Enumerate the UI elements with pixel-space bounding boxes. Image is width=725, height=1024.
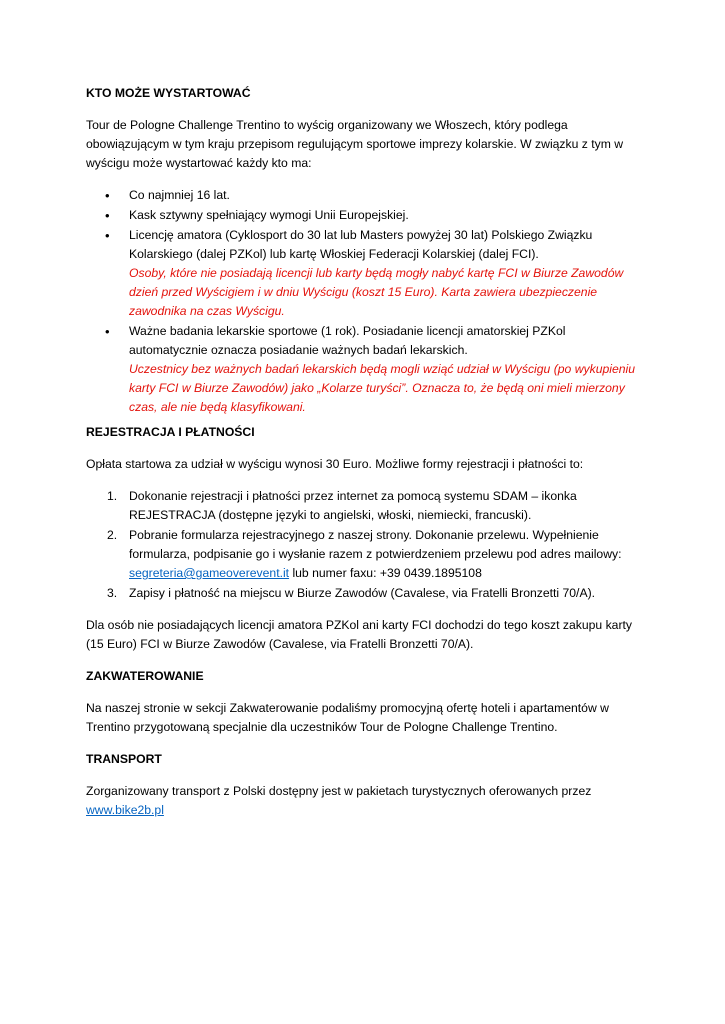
bullet-icon: • [105, 188, 110, 203]
list-item-text: Zapisy i płatność na miejscu w Biurze Zawodów (Cavalese, via Fratelli Bronzetti 70/A). [129, 586, 596, 600]
registration-options-list [86, 487, 641, 603]
email-link[interactable]: segreteria@gameoverevent.it [129, 566, 290, 580]
requirements-list [86, 186, 641, 417]
document-page [86, 84, 641, 833]
list-number: 2. [107, 528, 118, 542]
list-number: 1. [107, 489, 118, 503]
list-number: 3. [107, 586, 118, 600]
list-item-text: Pobranie formularza rejestracyjnego z naszej strony. Dokonanie przelewu. Wypełnienie formularza, podpisanie go i wysłanie razem z potwierdzeniem przelewu pod adres mailowy: [129, 528, 622, 561]
list-item [86, 206, 641, 225]
list-item-note: Uczestnicy bez ważnych badań lekarskich będą mogli wziąć udział w Wyścigu (po wykupieniu karty FCI w Biurze Zawodów) jako „Kolarze turyści”. Oznacza to, że będą oni mieli mierzony czas, ale nie będą klasyfikowani. [129, 362, 636, 414]
list-item [86, 526, 641, 583]
section-heading-registration: REJESTRACJA I PŁATNOŚCI [86, 425, 255, 439]
list-item [86, 322, 641, 417]
bullet-icon: • [105, 324, 110, 339]
section-heading-who-can-start: KTO MOŻE WYSTARTOWAĆ [86, 86, 251, 100]
intro-paragraph: Tour de Pologne Challenge Trentino to wyścig organizowany we Włoszech, który podlega obowiązującym w tym kraju przepisom regulującym sportowe imprezy kolarskie. W związku z tym w wyścigu może wystartować każdy kto ma: [86, 118, 624, 170]
license-cost-paragraph: Dla osób nie posiadających licencji amatora PZKol ani karty FCI dochodzi do tego koszt zakupu karty (15 Euro) FCI w Biurze Zawodów (Cavalese, via Fratelli Bronzetti 70/A). [86, 618, 633, 651]
list-item-note: Osoby, które nie posiadają licencji lub karty będą mogły nabyć kartę FCI w Biurze Zawodów dzień przed Wyścigiem i w dniu Wyścigu (koszt 15 Euro). Karta zawiera ubezpieczenie zawodnika na czas Wyścigu. [129, 266, 624, 318]
section-heading-accommodation: ZAKWATEROWANIE [86, 669, 204, 683]
list-item-text: Kask sztywny spełniający wymogi Unii Europejskiej. [129, 208, 409, 222]
bullet-icon: • [105, 208, 110, 223]
list-item [86, 186, 641, 205]
transport-paragraph [86, 782, 641, 820]
list-item-text: Co najmniej 16 lat. [129, 188, 230, 202]
section-heading-transport: TRANSPORT [86, 752, 162, 766]
accommodation-paragraph: Na naszej stronie w sekcji Zakwaterowanie podaliśmy promocyjną ofertę hoteli i apartamentów w Trentino przygotowaną specjalnie dla uczestników Tour de Pologne Challenge Trentino. [86, 701, 609, 734]
transport-text: Zorganizowany transport z Polski dostępny jest w pakietach turystycznych oferowanych przez [86, 784, 592, 798]
list-item-text: Ważne badania lekarskie sportowe (1 rok). Posiadanie licencji amatorskiej PZKol automatycznie oznacza posiadanie ważnych badań lekarskich. [129, 324, 566, 357]
list-item-text: Dokonanie rejestracji i płatności przez internet za pomocą systemu SDAM – ikonka REJESTRACJA (dostępne języki to angielski, włoski, niemiecki, francuski). [129, 489, 577, 522]
list-item-text: Licencję amatora (Cyklosport do 30 lat lub Masters powyżej 30 lat) Polskiego Związku Kolarskiego (dalej PZKol) lub kartę Włoskiej Federacji Kolarskiej (dalej FCI). [129, 228, 593, 261]
bullet-icon: • [105, 228, 110, 243]
list-item [86, 584, 641, 603]
bike2b-link[interactable]: www.bike2b.pl [86, 803, 164, 817]
registration-intro: Opłata startowa za udział w wyścigu wynosi 30 Euro. Możliwe formy rejestracji i płatności to: [86, 457, 584, 471]
fax-text: lub numer faxu: +39 0439.1895108 [289, 566, 482, 580]
list-item [86, 487, 641, 525]
list-item [86, 226, 641, 321]
